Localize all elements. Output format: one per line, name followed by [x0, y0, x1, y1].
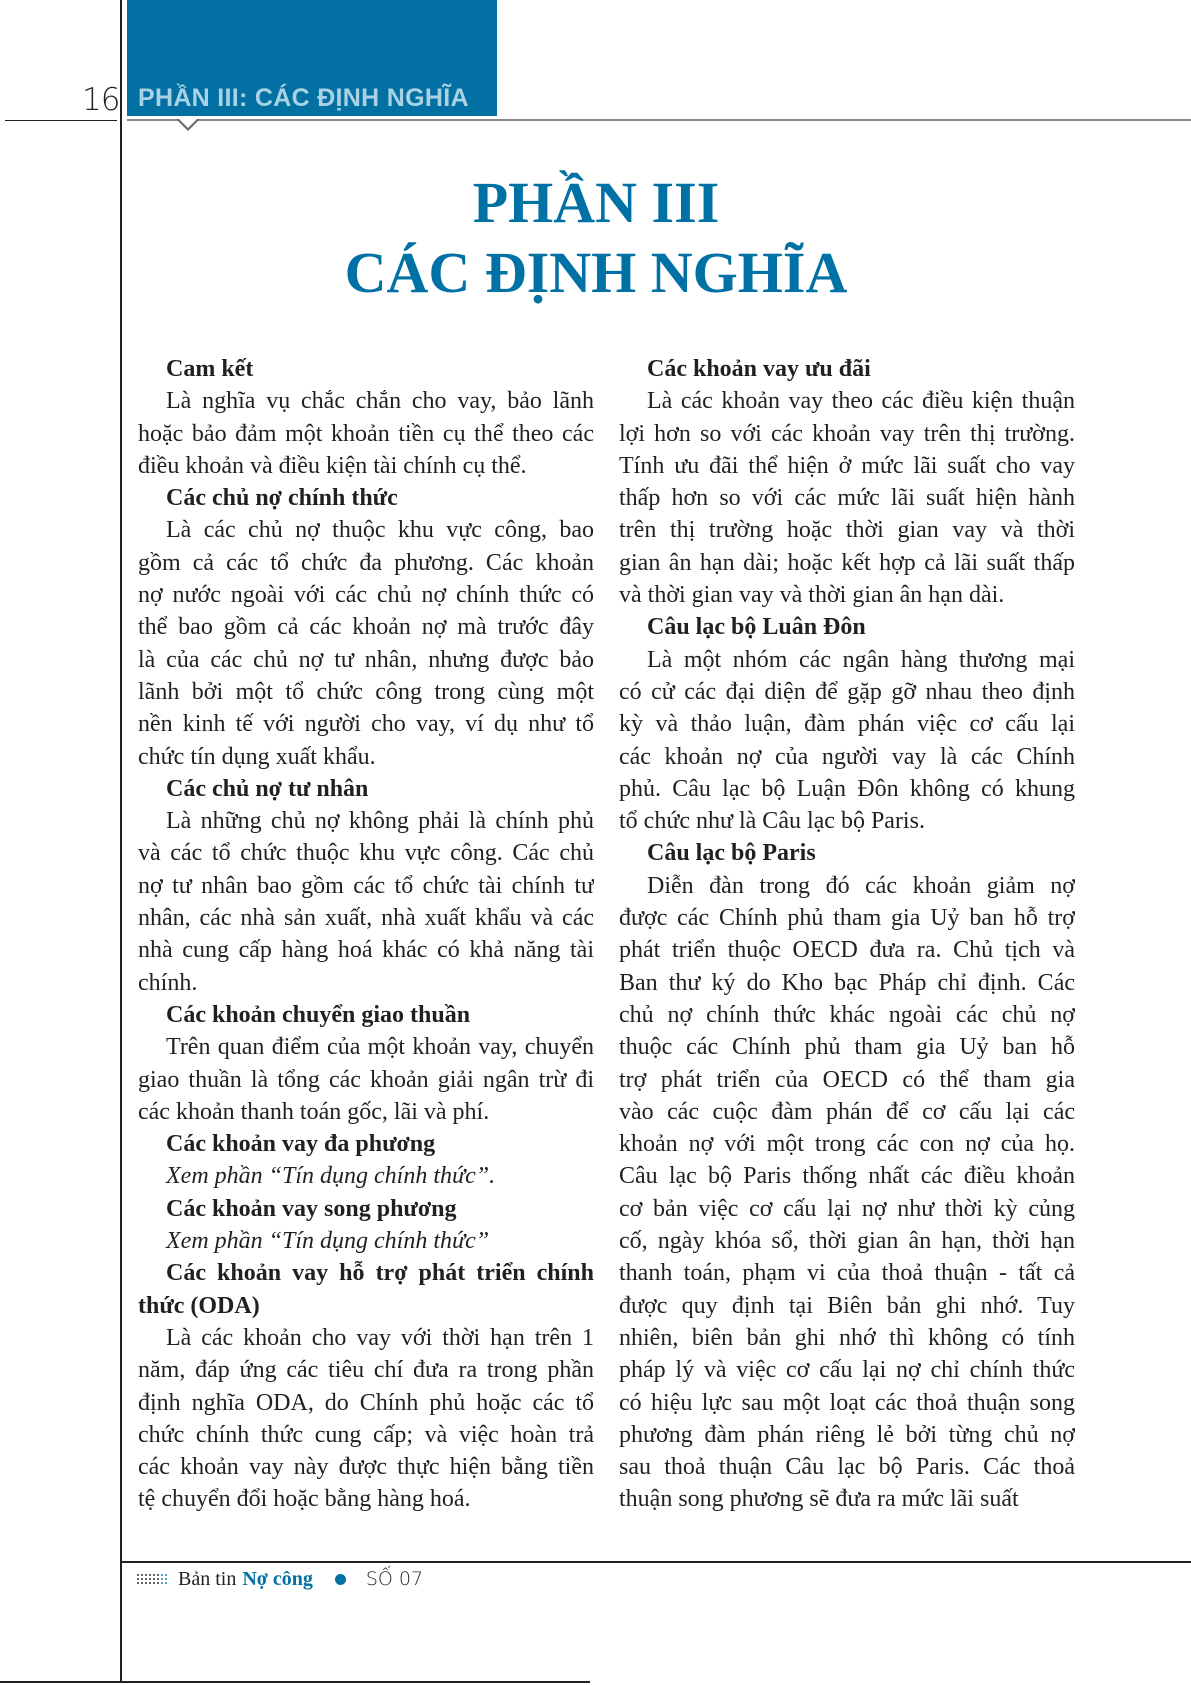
text-line: Trên quan điểm của một khoản vay, chuyển	[166, 1034, 594, 1061]
text-line: Là một nhóm các ngân hàng thương mại	[647, 646, 1075, 673]
text-line: Là nghĩa vụ chắc chắn cho vay, bảo lãnh	[166, 388, 594, 415]
text-line: gian ân hạn dài; hoặc kết hợp cả lãi suất thấp	[619, 549, 1075, 576]
text-line: chính.	[138, 969, 198, 996]
banner-pointer-inner	[179, 119, 197, 128]
definition-paragraph	[138, 514, 594, 772]
text-line: và các tổ chức thuộc khu vực công. Các chủ	[138, 840, 594, 867]
definition-paragraph	[138, 1031, 594, 1128]
term-heading	[138, 353, 594, 385]
text-line: Xem phần “Tín dụng chính thức”	[166, 1228, 490, 1255]
text-line: Diễn đàn trong đó các khoản giảm nợ	[647, 872, 1075, 899]
text-line: nhiên, biên bản ghi nhớ thì không có tính	[619, 1324, 1075, 1351]
definition-paragraph	[138, 805, 594, 999]
text-line: tổ chức như là Câu lạc bộ Paris.	[619, 808, 925, 835]
text-line: Là các chủ nợ thuộc khu vực công, bao	[166, 517, 594, 544]
term-heading	[619, 611, 1075, 643]
text-line: cố, ngày khóa sổ, thời gian ân hạn, thời hạn	[619, 1228, 1075, 1255]
left-column	[138, 353, 594, 1516]
header-rule-left	[5, 120, 117, 121]
text-line: Ban thư ký do Kho bạc Pháp chỉ định. Các	[619, 969, 1075, 996]
text-line: nhà cung cấp hàng hoá khác có khả năng tài	[138, 937, 594, 964]
text-line: Các khoản vay hỗ trợ phát triển chính	[166, 1260, 594, 1287]
text-line: được quy định tại Biên bản ghi nhớ. Tuy	[619, 1292, 1075, 1319]
text-line: giao thuần là tổng các khoản giải ngân trừ đi	[138, 1066, 594, 1093]
text-line: chức chính thức cung cấp; và việc hoàn trả	[138, 1421, 594, 1448]
text-line: Câu lạc bộ Luân Đôn	[647, 614, 866, 641]
text-line: sau thoả thuận Câu lạc bộ Paris. Các thoả	[619, 1454, 1075, 1481]
text-line: nợ tư nhân bao gồm các tổ chức tài chính tư	[138, 872, 594, 899]
text-line: phủ. Câu lạc bộ Luận Đôn không có khung	[619, 775, 1075, 802]
text-line: Các chủ nợ tư nhân	[166, 775, 369, 802]
text-line: Là các khoản vay theo các điều kiện thuận	[647, 388, 1075, 415]
footer-rule	[121, 1561, 1191, 1563]
text-line: các khoản vay này được thực hiện bằng tiền	[138, 1454, 594, 1481]
text-line: Cam kết	[166, 356, 254, 382]
text-line: gồm cả các tổ chức đa phương. Các khoản	[138, 549, 594, 576]
definition-paragraph	[138, 1322, 594, 1516]
text-line: lợi hơn so với các khoản vay trên thị trường.	[619, 420, 1075, 447]
term-heading	[138, 482, 594, 514]
text-line: nền kinh tế với người cho vay, ví dụ như tổ	[138, 711, 594, 738]
text-line: lãnh bởi một tổ chức công trong cùng một	[138, 678, 594, 705]
bullet-icon	[335, 1574, 346, 1585]
text-line: cơ bản việc cơ cấu lại nợ như thời kỳ củng	[619, 1195, 1075, 1222]
text-line: năm, đáp ứng các tiêu chí đưa ra trong phần	[138, 1357, 594, 1384]
footer	[137, 1564, 423, 1594]
text-line: có cử các đại diện để gặp gỡ nhau theo định	[619, 678, 1075, 705]
publication-prefix: Bản tin	[178, 1568, 237, 1590]
text-line: các khoản thanh toán gốc, lãi và phí.	[138, 1098, 490, 1125]
publication-name: Nợ công	[242, 1568, 313, 1590]
right-column	[619, 353, 1075, 1516]
page-title-line1: PHẦN III	[472, 170, 720, 235]
text-line: Các khoản vay song phương	[166, 1195, 457, 1222]
term-heading	[138, 1128, 594, 1160]
text-line: định nghĩa ODA, do Chính phủ hoặc các tổ	[138, 1389, 594, 1416]
text-line: Xem phần “Tín dụng chính thức”.	[166, 1163, 496, 1190]
text-line: và thời gian vay và thời gian ân hạn dài.	[619, 582, 1005, 609]
text-line: phát triển thuộc OECD đưa ra. Chủ tịch và	[619, 937, 1075, 964]
text-line: kỳ và thảo luận, đàm phán việc cơ cấu lại	[619, 711, 1075, 738]
text-line: thức (ODA)	[138, 1292, 260, 1319]
text-line: Là các khoản cho vay với thời hạn trên 1	[166, 1324, 594, 1351]
term-heading	[138, 773, 594, 805]
text-line: thấp hơn so với các mức lãi suất hiện hành	[619, 485, 1075, 512]
text-line: Câu lạc bộ Paris	[647, 840, 816, 867]
term-heading	[619, 353, 1075, 385]
text-line: có hiệu lực sau một loạt các thoả thuận song	[619, 1389, 1075, 1416]
page-title-line2: CÁC ĐỊNH NGHĨA	[344, 240, 848, 305]
term-heading	[138, 1257, 594, 1322]
text-line: vào các cuộc đàm phán để cơ cấu lại các	[619, 1098, 1075, 1125]
text-line: thuận song phương sẽ đưa ra mức lãi suất	[619, 1486, 1019, 1513]
text-line: Là những chủ nợ không phải là chính phủ	[166, 808, 594, 835]
bottom-rule	[0, 1681, 590, 1683]
definition-paragraph	[619, 385, 1075, 611]
text-line: nợ nước ngoài với các chủ nợ chính thức có	[138, 582, 594, 609]
text-line: là của các chủ nợ tư nhân, nhưng được bảo	[138, 646, 594, 673]
text-line: Câu lạc bộ Paris thống nhất các điều khoản	[619, 1163, 1075, 1190]
text-line: Các khoản vay ưu đãi	[647, 356, 871, 382]
text-line: thể bao gồm cả các khoản nợ mà trước đây	[138, 614, 594, 641]
text-line: chức tín dụng xuất khẩu.	[138, 743, 376, 770]
text-line: nhân, các nhà sản xuất, nhà xuất khẩu và các	[138, 905, 594, 932]
cross-reference	[138, 1225, 594, 1257]
text-line: Các khoản chuyển giao thuần	[166, 1001, 471, 1028]
text-line: khoản nợ với một trong các con nợ của họ.	[619, 1131, 1075, 1158]
page-number: 16	[82, 82, 120, 118]
text-line: trợ phát triển của OECD có thể tham gia	[619, 1066, 1075, 1093]
text-line: Tính ưu đãi thể hiện ở mức lãi suất cho vay	[619, 452, 1075, 479]
text-line: Các khoản vay đa phương	[166, 1131, 436, 1158]
definition-paragraph	[619, 870, 1075, 1516]
issue-number: SỐ 07	[365, 1568, 424, 1590]
cross-reference	[138, 1160, 594, 1192]
definition-paragraph	[138, 385, 594, 482]
text-line: hoặc bảo đảm một khoản tiền cụ thể theo các	[138, 420, 594, 447]
text-line: được các Chính phủ tham gia Uỷ ban hỗ trợ	[619, 905, 1075, 932]
header-rule-right	[127, 119, 1191, 121]
text-line: pháp lý và việc cơ cấu lại nợ chỉ chính thức	[619, 1357, 1075, 1384]
term-heading	[138, 1193, 594, 1225]
dots-ornament-icon	[137, 1574, 168, 1584]
section-label: PHẦN III: CÁC ĐỊNH NGHĨA	[138, 84, 469, 112]
text-line: chủ nợ chính thức khác ngoài các chủ nợ	[619, 1001, 1075, 1028]
text-line: Các chủ nợ chính thức	[166, 485, 398, 512]
text-line: phương đàm phán riêng lẻ bởi từng chủ nợ	[619, 1421, 1075, 1448]
text-line: các khoản nợ của người vay là các Chính	[619, 743, 1075, 770]
text-line: thuộc các Chính phủ tham gia Uỷ ban hỗ	[619, 1034, 1075, 1061]
definition-paragraph	[619, 644, 1075, 838]
term-heading	[138, 999, 594, 1031]
text-line: thanh toán, phạm vi của thoả thuận - tất cả	[619, 1260, 1075, 1287]
term-heading	[619, 837, 1075, 869]
text-line: tệ chuyển đổi hoặc bằng hàng hoá.	[138, 1486, 471, 1513]
text-line: trên thị trường hoặc thời gian vay và thời	[619, 517, 1075, 544]
text-line: điều khoản và điều kiện tài chính cụ thể.	[138, 452, 527, 479]
